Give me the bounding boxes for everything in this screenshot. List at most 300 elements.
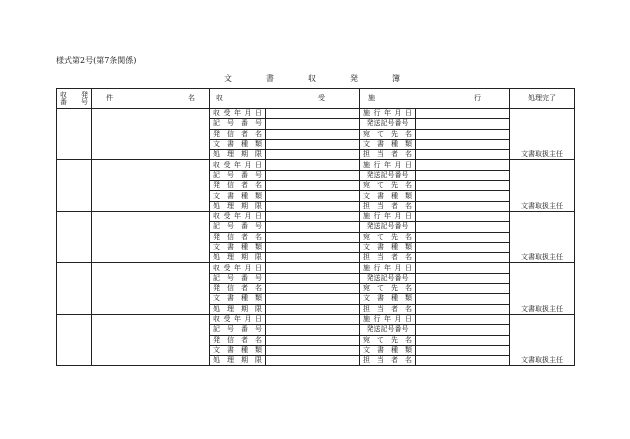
record-item-cell[interactable] xyxy=(92,109,210,160)
receive-field-label-char: 発 xyxy=(213,129,220,138)
record-item-cell[interactable] xyxy=(92,314,210,365)
table-row xyxy=(57,263,575,273)
receive-field-value[interactable] xyxy=(266,304,360,314)
receive-field-label-char: 信 xyxy=(227,232,234,241)
receive-field-label-char: 番 xyxy=(241,119,248,128)
receive-field-value[interactable] xyxy=(266,253,360,263)
send-field-label xyxy=(360,201,416,211)
receive-field-label-char: 番 xyxy=(241,222,248,231)
receive-field-label-char: 処 xyxy=(213,356,220,365)
receive-field-label-char: 記 xyxy=(213,273,220,282)
receive-field-label-char: 番 xyxy=(241,325,248,334)
receive-field-value[interactable] xyxy=(266,181,360,191)
send-field-label xyxy=(360,284,416,294)
receive-field-label xyxy=(210,191,266,201)
receive-field-label-char: 期 xyxy=(241,253,248,262)
send-field-label xyxy=(360,181,416,191)
receive-field-label-char: 者 xyxy=(241,284,248,293)
completed-label: 文書取扱主任 xyxy=(521,150,563,159)
send-field-value[interactable] xyxy=(416,232,510,242)
receive-field-label-char: 号 xyxy=(255,170,262,179)
send-field-label xyxy=(360,242,416,252)
send-field-label xyxy=(360,170,416,180)
receive-field-label xyxy=(210,345,266,355)
receive-field-label-char: 年 xyxy=(234,160,241,169)
send-field-value[interactable] xyxy=(416,129,510,139)
receive-field-label-char: 記 xyxy=(213,119,220,128)
send-field-value[interactable] xyxy=(416,304,510,314)
receive-field-value[interactable] xyxy=(266,119,360,129)
receive-field-label-char: 日 xyxy=(255,160,262,169)
send-field-label xyxy=(360,139,416,149)
send-field-label xyxy=(360,232,416,242)
receive-field-label-char: 信 xyxy=(227,335,234,344)
receive-field-label xyxy=(210,170,266,180)
receive-field-label-char: 信 xyxy=(227,181,234,190)
send-field-label-char: 発送記号番号 xyxy=(366,325,409,334)
send-field-label-char: 種 xyxy=(391,243,398,251)
send-field-label-char: 日 xyxy=(405,212,412,221)
header-item-char: 件 xyxy=(106,94,113,102)
send-field-value[interactable] xyxy=(416,170,510,180)
send-field-label-char: 種 xyxy=(391,294,398,303)
header-number-char: 収 xyxy=(60,90,67,99)
receive-field-label xyxy=(210,314,266,324)
send-field-value[interactable] xyxy=(416,211,510,221)
completed-cell[interactable] xyxy=(510,160,575,211)
receive-field-label-char: 者 xyxy=(241,232,248,241)
send-field-label-char: 種 xyxy=(391,191,398,200)
send-field-label-char: 年 xyxy=(384,212,391,221)
receive-field-label-char: 期 xyxy=(241,356,248,365)
receive-field-label-char: 理 xyxy=(227,304,234,313)
send-field-label-char: 書 xyxy=(377,191,384,200)
send-field-value[interactable] xyxy=(416,222,510,232)
send-field-label-char: 種 xyxy=(391,345,398,354)
send-field-label-char: 名 xyxy=(405,335,412,344)
send-field-label-char: 書 xyxy=(377,140,384,149)
send-field-label-char: 担 xyxy=(363,201,370,210)
send-field-label-char: 施 xyxy=(363,212,370,221)
send-field-label xyxy=(360,345,416,355)
receive-field-label-char: 号 xyxy=(227,170,234,179)
send-field-label-char: 当 xyxy=(377,253,384,262)
send-field-label-char: 名 xyxy=(405,304,412,313)
receive-field-label-char: 月 xyxy=(244,212,252,221)
receive-field-label-char: 名 xyxy=(255,129,262,138)
receive-field-label-char: 理 xyxy=(227,253,234,262)
receive-field-label xyxy=(210,325,266,335)
send-field-label-char: 年 xyxy=(384,315,391,324)
send-field-label-char: 日 xyxy=(405,160,412,169)
send-field-value[interactable] xyxy=(416,356,510,366)
send-field-label-char: 月 xyxy=(394,315,402,324)
send-field-label-char: 当 xyxy=(377,304,384,313)
receive-field-value[interactable] xyxy=(266,284,360,294)
record-item-cell[interactable] xyxy=(92,160,210,211)
send-field-label-char: 者 xyxy=(391,304,398,313)
send-field-label-char: 先 xyxy=(391,181,398,190)
send-field-label-char: 者 xyxy=(391,201,398,210)
receive-field-value[interactable] xyxy=(266,263,360,273)
receive-field-value[interactable] xyxy=(266,129,360,139)
completed-cell[interactable] xyxy=(510,211,575,262)
receive-field-label-char: 受 xyxy=(223,109,231,118)
receive-field-label-char: 収 xyxy=(213,212,220,221)
completed-cell[interactable] xyxy=(510,263,575,314)
send-field-label-char: 文 xyxy=(363,294,370,303)
send-field-label-char: 先 xyxy=(391,284,398,293)
send-field-label xyxy=(360,129,416,139)
completed-cell[interactable] xyxy=(510,314,575,365)
receive-field-label xyxy=(210,150,266,160)
send-field-label-char: 名 xyxy=(405,181,412,190)
header-receive-char: 収 xyxy=(216,94,223,102)
send-field-label-char: 行 xyxy=(373,109,381,118)
send-field-value[interactable] xyxy=(416,119,510,129)
receive-field-label-char: 月 xyxy=(244,263,252,272)
receive-field-value[interactable] xyxy=(266,170,360,180)
receive-field-label-char: 記 xyxy=(213,325,220,334)
send-field-label-char: 年 xyxy=(384,263,391,272)
send-field-label-char: 類 xyxy=(405,243,412,251)
send-field-label-char: 類 xyxy=(405,294,412,303)
receive-field-value[interactable] xyxy=(266,345,360,355)
receive-field-label-char: 月 xyxy=(244,109,252,118)
receive-field-label-char: 種 xyxy=(241,140,248,149)
receive-field-label xyxy=(210,335,266,345)
send-field-label xyxy=(360,119,416,129)
receive-field-value[interactable] xyxy=(266,150,360,160)
record-item-cell[interactable] xyxy=(92,263,210,314)
receive-field-label xyxy=(210,129,266,139)
send-field-label-char: 宛 xyxy=(363,335,370,344)
send-field-value[interactable] xyxy=(416,273,510,283)
receive-field-value[interactable] xyxy=(266,335,360,345)
send-field-label-char: 名 xyxy=(405,129,412,138)
send-field-label-char: 発送記号番号 xyxy=(366,273,409,282)
send-field-label-char: 名 xyxy=(405,356,412,365)
receive-field-label xyxy=(210,356,266,366)
send-field-label-char: 宛 xyxy=(363,181,370,190)
receive-field-label xyxy=(210,119,266,129)
send-field-label-char: 類 xyxy=(405,140,412,149)
send-field-label-char: 発送記号番号 xyxy=(366,170,409,179)
send-field-label-char: 行 xyxy=(373,212,381,221)
receive-field-label xyxy=(210,273,266,283)
send-field-label-char: 類 xyxy=(405,345,412,354)
receive-field-label-char: 理 xyxy=(227,201,234,210)
receive-field-value[interactable] xyxy=(266,314,360,324)
send-field-value[interactable] xyxy=(416,345,510,355)
title-char: 文 xyxy=(224,74,232,83)
receive-field-label xyxy=(210,201,266,211)
send-field-label-char: 施 xyxy=(363,315,370,324)
receive-field-label-char: 発 xyxy=(213,181,220,190)
title-char: 収 xyxy=(308,74,316,83)
receive-field-label-char: 期 xyxy=(241,304,248,313)
receive-field-label-char: 収 xyxy=(213,160,220,169)
receive-field-label-char: 受 xyxy=(223,315,231,324)
send-field-value[interactable] xyxy=(416,253,510,263)
completed-label: 文書取扱主任 xyxy=(521,201,563,210)
send-field-label-char: 者 xyxy=(391,253,398,262)
receive-field-label-char: 期 xyxy=(241,150,248,159)
receive-field-label-char: 種 xyxy=(241,243,248,251)
receive-field-label-char: 号 xyxy=(227,325,234,334)
header-number-char: 号 xyxy=(81,97,88,106)
receive-field-label xyxy=(210,222,266,232)
send-field-label-char: 文 xyxy=(363,140,370,149)
receive-field-label-char: 限 xyxy=(255,304,262,313)
receive-field-label-char: 理 xyxy=(227,150,234,159)
send-field-label-char: 書 xyxy=(377,294,384,303)
receive-field-label-char: 類 xyxy=(255,294,262,303)
receive-field-label-char: 信 xyxy=(227,284,234,293)
receive-field-label-char: 号 xyxy=(227,119,234,128)
send-field-label xyxy=(360,150,416,160)
header-row xyxy=(57,89,575,109)
receive-field-label-char: 収 xyxy=(213,315,220,324)
send-field-value[interactable] xyxy=(416,325,510,335)
table-row xyxy=(57,211,575,221)
receive-field-label xyxy=(210,253,266,263)
send-field-label-char: 施 xyxy=(363,160,370,169)
send-field-label xyxy=(360,211,416,221)
header-send-char: 施 xyxy=(368,94,375,102)
receive-field-label-char: 年 xyxy=(234,212,241,221)
receive-field-label-char: 収 xyxy=(213,109,220,118)
receive-field-label-char: 日 xyxy=(255,315,262,324)
send-field-value[interactable] xyxy=(416,139,510,149)
receive-field-value[interactable] xyxy=(266,211,360,221)
receive-field-label-char: 処 xyxy=(213,304,220,313)
receive-field-label-char: 号 xyxy=(255,273,262,282)
receive-field-label-char: 名 xyxy=(255,232,262,241)
title-char: 簿 xyxy=(392,74,400,83)
send-field-label xyxy=(360,356,416,366)
send-field-label-char: 文 xyxy=(363,345,370,354)
send-field-label-char: 施 xyxy=(363,263,370,272)
receive-field-label-char: 限 xyxy=(255,253,262,262)
send-field-label-char: 先 xyxy=(391,232,398,241)
receive-field-value[interactable] xyxy=(266,201,360,211)
receive-field-label-char: 番 xyxy=(241,170,248,179)
send-field-label-char: 年 xyxy=(384,109,391,118)
send-field-label-char: 担 xyxy=(363,253,370,262)
receive-field-label-char: 名 xyxy=(255,335,262,344)
send-field-value[interactable] xyxy=(416,314,510,324)
title-char: 書 xyxy=(266,74,274,83)
send-field-value[interactable] xyxy=(416,191,510,201)
receive-field-label-char: 号 xyxy=(227,222,234,231)
send-field-label-char: 当 xyxy=(377,150,384,159)
send-field-label-char: 行 xyxy=(373,263,381,272)
receive-field-label xyxy=(210,160,266,170)
send-field-label-char: 行 xyxy=(373,315,381,324)
receive-field-label xyxy=(210,109,266,119)
receive-field-value[interactable] xyxy=(266,294,360,304)
title-char: 発 xyxy=(350,74,358,83)
table-row xyxy=(57,314,575,324)
send-field-label-char: 当 xyxy=(377,356,384,365)
receive-field-label-char: 名 xyxy=(255,284,262,293)
send-field-value[interactable] xyxy=(416,263,510,273)
receive-field-label xyxy=(210,181,266,191)
record-number-cell[interactable] xyxy=(57,314,92,365)
receive-field-value[interactable] xyxy=(266,139,360,149)
receive-field-label-char: 種 xyxy=(241,294,248,303)
receive-field-label-char: 書 xyxy=(227,191,234,200)
send-field-label-char: 施 xyxy=(363,109,370,118)
send-field-label-char: て xyxy=(377,129,384,138)
send-field-label-char: 担 xyxy=(363,150,370,159)
receive-field-label-char: 種 xyxy=(241,345,248,354)
receive-field-label-char: 発 xyxy=(213,335,220,344)
send-field-value[interactable] xyxy=(416,181,510,191)
receive-field-value[interactable] xyxy=(266,191,360,201)
receive-field-label-char: 文 xyxy=(213,191,220,200)
header-receive-char: 受 xyxy=(318,94,325,102)
send-field-label-char: 年 xyxy=(384,160,391,169)
receive-field-label-char: 信 xyxy=(227,129,234,138)
send-field-label-char: て xyxy=(377,284,384,293)
receive-field-label-char: 月 xyxy=(244,315,252,324)
receive-field-label xyxy=(210,263,266,273)
send-field-label-char: 者 xyxy=(391,150,398,159)
send-field-label-char: 書 xyxy=(377,243,384,251)
receive-field-label-char: 記 xyxy=(213,222,220,231)
receive-field-label-char: 理 xyxy=(227,356,234,365)
receive-field-label-char: 文 xyxy=(213,345,220,354)
receive-field-label-char: 書 xyxy=(227,243,234,251)
receive-field-label-char: 受 xyxy=(223,160,231,169)
receive-field-label-char: 受 xyxy=(223,212,231,221)
record-item-cell[interactable] xyxy=(92,211,210,262)
send-field-value[interactable] xyxy=(416,294,510,304)
send-field-label-char: 名 xyxy=(405,150,412,159)
receive-field-label xyxy=(210,232,266,242)
receive-field-label-char: 発 xyxy=(213,284,220,293)
send-field-label-char: 日 xyxy=(405,109,412,118)
completed-label: 文書取扱主任 xyxy=(521,356,563,365)
completed-label: 文書取扱主任 xyxy=(521,304,563,313)
receive-field-label-char: 限 xyxy=(255,356,262,365)
receive-field-value[interactable] xyxy=(266,232,360,242)
record-number-cell[interactable] xyxy=(57,211,92,262)
header-send xyxy=(360,89,510,109)
send-field-value[interactable] xyxy=(416,160,510,170)
send-field-value[interactable] xyxy=(416,242,510,252)
form-number-label: 様式第2号(第7条関係) xyxy=(56,56,137,65)
send-field-label xyxy=(360,304,416,314)
receive-field-value[interactable] xyxy=(266,356,360,366)
send-field-label-char: 宛 xyxy=(363,129,370,138)
send-field-label-char: 先 xyxy=(391,335,398,344)
send-field-value[interactable] xyxy=(416,150,510,160)
send-field-label-char: 宛 xyxy=(363,284,370,293)
receive-field-label xyxy=(210,294,266,304)
table-row xyxy=(57,109,575,119)
receive-field-label-char: 限 xyxy=(255,201,262,210)
send-field-value[interactable] xyxy=(416,284,510,294)
send-field-label-char: 担 xyxy=(363,356,370,365)
send-field-label-char: 文 xyxy=(363,191,370,200)
send-field-label xyxy=(360,109,416,119)
receive-field-value[interactable] xyxy=(266,273,360,283)
receive-field-label-char: 処 xyxy=(213,201,220,210)
send-field-label xyxy=(360,222,416,232)
receive-field-label-char: 日 xyxy=(255,263,262,272)
send-field-label-char: 者 xyxy=(391,356,398,365)
receive-field-label-char: 発 xyxy=(213,232,220,241)
send-field-label xyxy=(360,273,416,283)
send-field-label-char: 月 xyxy=(394,212,402,221)
receive-field-label-char: 号 xyxy=(255,119,262,128)
header-completed: 処理完了 xyxy=(510,89,575,109)
send-field-label-char: 月 xyxy=(394,109,402,118)
receive-field-label xyxy=(210,139,266,149)
table-row xyxy=(57,160,575,170)
receive-field-label-char: 書 xyxy=(227,345,234,354)
receive-field-label-char: 収 xyxy=(213,263,220,272)
receive-field-label-char: 文 xyxy=(213,140,220,149)
send-field-label-char: 当 xyxy=(377,201,384,210)
send-field-label xyxy=(360,314,416,324)
receive-field-label-char: 処 xyxy=(213,253,220,262)
header-number-char: 発 xyxy=(81,90,88,99)
receive-field-value[interactable] xyxy=(266,160,360,170)
record-number-cell[interactable] xyxy=(57,109,92,160)
send-field-label-char: 発送記号番号 xyxy=(366,119,409,128)
send-field-value[interactable] xyxy=(416,201,510,211)
ledger-table xyxy=(56,88,575,366)
header-item-char: 名 xyxy=(188,94,195,102)
receive-field-label-char: 号 xyxy=(255,222,262,231)
record-number-cell[interactable] xyxy=(57,263,92,314)
receive-field-label-char: 者 xyxy=(241,129,248,138)
receive-field-label-char: 受 xyxy=(223,263,231,272)
header-number-char: 番 xyxy=(60,97,67,106)
send-field-label xyxy=(360,263,416,273)
receive-field-label-char: 文 xyxy=(213,294,220,303)
header-send-char: 行 xyxy=(474,94,481,102)
completed-cell[interactable] xyxy=(510,109,575,160)
send-field-label-char: 月 xyxy=(394,263,402,272)
send-field-label-char: 先 xyxy=(391,129,398,138)
receive-field-label xyxy=(210,304,266,314)
send-field-label-char: 類 xyxy=(405,191,412,200)
receive-field-value[interactable] xyxy=(266,109,360,119)
receive-field-label-char: 記 xyxy=(213,170,220,179)
send-field-label xyxy=(360,160,416,170)
send-field-label xyxy=(360,191,416,201)
send-field-label-char: 日 xyxy=(405,315,412,324)
completed-label: 文書取扱主任 xyxy=(521,253,563,262)
receive-field-value[interactable] xyxy=(266,222,360,232)
send-field-label-char: て xyxy=(377,232,384,241)
send-field-label-char: 名 xyxy=(405,253,412,262)
send-field-value[interactable] xyxy=(416,335,510,345)
send-field-value[interactable] xyxy=(416,109,510,119)
receive-field-label-char: 年 xyxy=(234,263,241,272)
record-number-cell[interactable] xyxy=(57,160,92,211)
receive-field-value[interactable] xyxy=(266,242,360,252)
receive-field-value[interactable] xyxy=(266,325,360,335)
receive-field-label-char: 年 xyxy=(234,315,241,324)
receive-field-label-char: 類 xyxy=(255,191,262,200)
receive-field-label-char: 者 xyxy=(241,335,248,344)
